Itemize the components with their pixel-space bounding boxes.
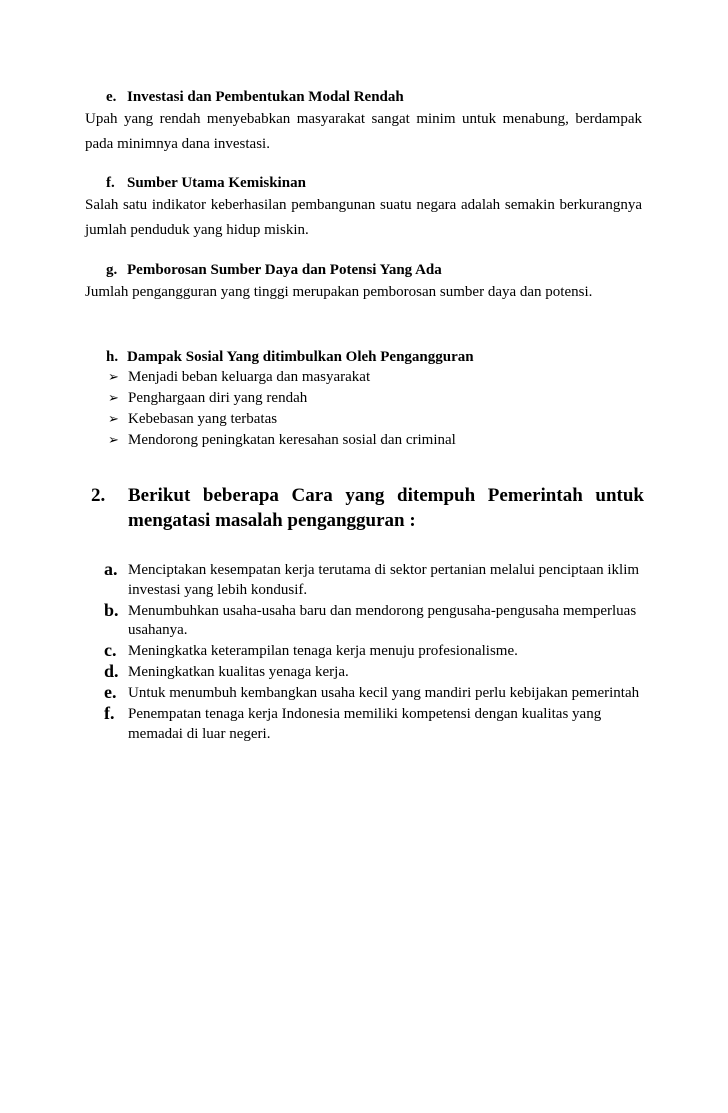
list-item-letter: e.: [104, 682, 117, 702]
section-g-letter: g.: [106, 262, 118, 278]
list-item-letter: d.: [104, 661, 119, 681]
section-g-body: Jumlah pengangguran yang tinggi merupakan pemborosan sumber daya dan potensi.: [85, 284, 593, 300]
list-item: ➢ Mendorong peningkatan keresahan sosial dan criminal: [108, 430, 642, 451]
heading-2-number: 2.: [91, 485, 106, 506]
section-f-letter: f.: [106, 175, 115, 191]
list-item-text: Menumbuhkan usaha-usaha baru dan mendorong pengusaha-pengusaha memperluas usahanya.: [128, 602, 637, 638]
list-item: [104, 684, 644, 704]
section-e-title: Investasi dan Pembentukan Modal Rendah: [127, 89, 404, 105]
section-g-heading: [85, 260, 642, 280]
section-h-letter: h.: [106, 349, 119, 365]
section-f-heading: [85, 173, 642, 193]
list-item-text: Meningkatka keterampilan tenaga kerja menuju profesionalisme.: [128, 643, 518, 659]
heading-2: [91, 483, 644, 533]
section-e-body: Upah yang rendah menyebabkan masyarakat sangat minim untuk menabung, berdampak pada minimnya dana investasi.: [85, 111, 642, 152]
list-item: [104, 599, 644, 641]
section-h: [85, 347, 642, 451]
list-item: ➢ Kebebasan yang terbatas: [108, 409, 642, 430]
section-g: [85, 260, 642, 305]
list-item: [104, 561, 644, 600]
section-g-title: Pemborosan Sumber Daya dan Potensi Yang Ada: [127, 262, 442, 278]
list-item: [104, 705, 644, 744]
section-h-heading: [85, 347, 642, 367]
arrow-bullet-icon: ➢: [108, 391, 119, 406]
section-f-title: Sumber Utama Kemiskinan: [127, 175, 306, 191]
measures-list: [104, 561, 644, 746]
arrow-bullet-icon: ➢: [108, 412, 119, 427]
list-item-text: Meningkatkan kualitas yenaga kerja.: [128, 664, 349, 680]
list-item-letter: f.: [104, 703, 115, 723]
arrow-bullet-icon: ➢: [108, 370, 119, 385]
list-item-text: Menciptakan kesempatan kerja terutama di sektor pertanian melalui penciptaan iklim investasi yang lebih kondusif.: [128, 562, 640, 598]
section-e-heading: [85, 87, 642, 107]
list-item: [104, 663, 644, 683]
list-item: [104, 642, 644, 662]
list-item-letter: a.: [104, 559, 118, 579]
list-item-text: Penempatan tenaga kerja Indonesia memiliki kompetensi dengan kualitas yang memadai di luar negeri.: [128, 706, 602, 742]
heading-2-line-2: mengatasi masalah pengangguran :: [128, 510, 416, 531]
section-e: [85, 87, 642, 157]
list-item-text: Untuk menumbuh kembangkan usaha kecil yang mandiri perlu kebijakan pemerintah: [128, 685, 640, 701]
heading-2-line-1: Berikut beberapa Cara yang ditempuh Pemerintah untuk: [128, 485, 644, 506]
section-e-letter: e.: [106, 89, 117, 105]
section-f: [85, 173, 642, 243]
list-item: ➢ Menjadi beban keluarga dan masyarakat: [108, 367, 642, 388]
arrow-bullet-icon: ➢: [108, 433, 119, 448]
section-h-title: Dampak Sosial Yang ditimbulkan Oleh Pengangguran: [127, 349, 474, 365]
section-f-body: Salah satu indikator keberhasilan pembangunan suatu negara adalah semakin berkurangnya jumlah penduduk yang hidup miskin.: [85, 197, 642, 238]
section-h-bullet-list: [85, 367, 642, 451]
heading-2-text: [128, 483, 644, 533]
list-item-letter: c.: [104, 640, 117, 660]
list-item: ➢ Penghargaan diri yang rendah: [108, 388, 642, 409]
list-item-letter: b.: [104, 599, 119, 620]
